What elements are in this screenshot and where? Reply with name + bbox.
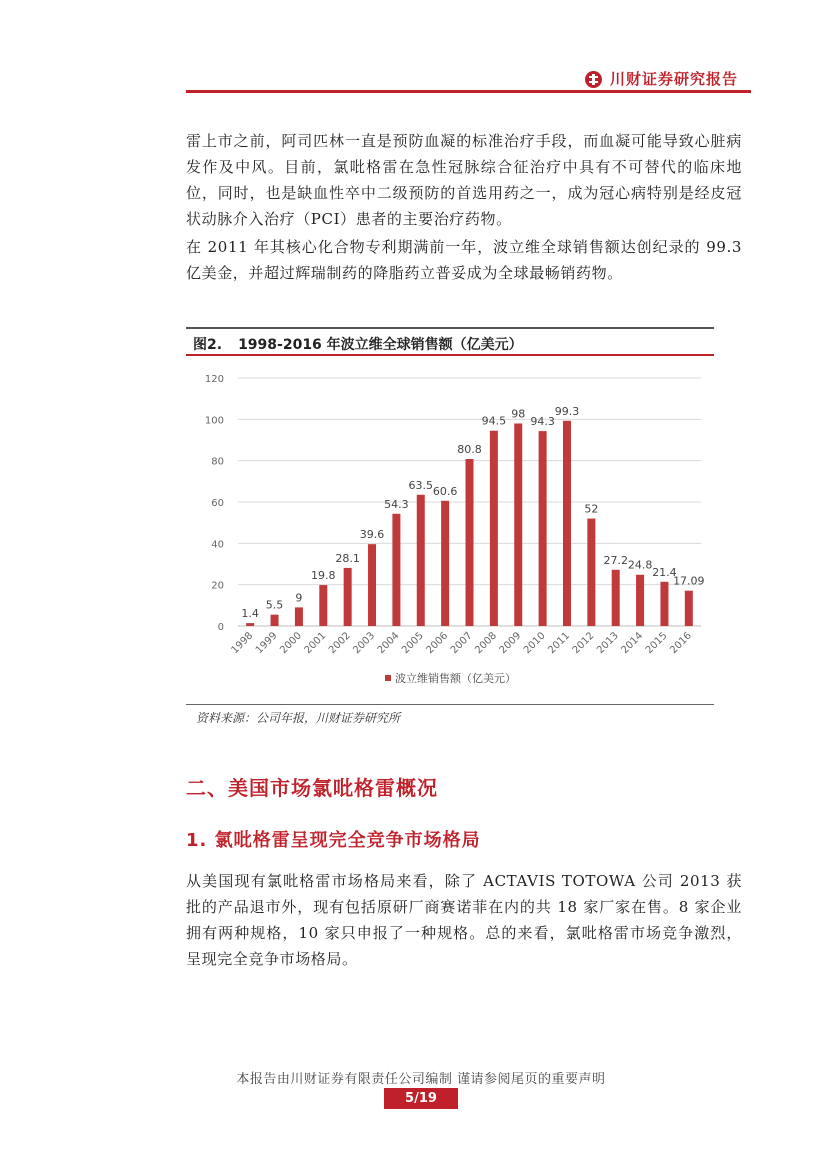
data-label: 54.3	[384, 497, 409, 511]
bar	[368, 544, 376, 626]
data-label: 28.1	[335, 551, 360, 565]
data-label: 52	[584, 502, 599, 516]
x-tick-label: 2004	[375, 630, 402, 657]
section-heading: 二、美国市场氯吡格雷概况	[186, 776, 438, 800]
x-tick-label: 2012	[570, 630, 597, 657]
bar	[660, 582, 668, 626]
y-tick-label: 100	[204, 415, 224, 427]
bar	[295, 607, 303, 626]
legend-swatch	[385, 675, 391, 681]
paragraph-plavix-sales-record: 在 2011 年其核心化合物专利期满前一年，波立维全球销售额达创纪录的 99.3 亿美金，并超过辉瑞制药的降脂药立普妥成为全球最畅销药物。	[186, 238, 742, 282]
data-label: 21.4	[652, 565, 677, 579]
report-header-title: 川财证券研究报告	[610, 70, 739, 88]
subsection-heading: 1. 氯吡格雷呈现完全竞争市场格局	[186, 830, 481, 851]
data-label: 9	[295, 591, 303, 605]
chuancai-logo-icon	[585, 71, 602, 88]
x-tick-label: 2007	[448, 630, 475, 657]
y-tick-label: 20	[211, 580, 224, 592]
x-tick-label: 2000	[278, 630, 305, 657]
figure-bottom-rule	[186, 704, 714, 705]
x-tick-label: 1998	[229, 630, 256, 657]
paragraph-clopidogrel-background: 雷上市之前，阿司匹林一直是预防血凝的标准治疗手段，而血凝可能导致心脏病发作及中风。目前，氯吡格雷在急性冠脉综合征治疗中具有不可替代的临床地位，同时，也是缺血性卒中二级预防的首选用药之一，成为冠心病特别是经皮冠状动脉介入治疗（PCI）患者的主要治疗药物。	[186, 132, 742, 228]
y-tick-label: 80	[211, 456, 224, 468]
y-tick-label: 40	[211, 539, 224, 551]
bar	[417, 495, 425, 626]
x-tick-label: 1999	[253, 630, 280, 657]
data-label: 24.8	[627, 558, 653, 572]
paragraph-us-market-landscape: 从美国现有氯吡格雷市场格局来看，除了 ACTAVIS TOTOWA 公司 2013 获批的产品退市外，现有包括原研厂商赛诺菲在内的共 18 家厂家在售。8 家企业拥有两种规格，10 家只申报了一种规格。总的来看，氯吡格雷市场竞争激烈，呈现完全竞争市场格局。	[186, 872, 742, 968]
data-label: 63.5	[408, 478, 434, 492]
bar	[563, 421, 571, 626]
data-label: 5.5	[265, 598, 284, 612]
bar	[344, 568, 352, 626]
x-tick-label: 2010	[521, 630, 548, 657]
bar	[466, 459, 474, 626]
data-label: 17.09	[673, 574, 705, 588]
x-tick-label: 2001	[302, 630, 329, 657]
bar	[587, 519, 595, 626]
figure-title: 1998-2016 年波立维全球销售额（亿美元）	[238, 337, 523, 353]
data-label: 98	[511, 407, 526, 421]
figure-top-rule	[186, 327, 714, 329]
figure-source-note: 资料来源：公司年报，川财证券研究所	[196, 711, 401, 725]
x-tick-label: 2015	[643, 630, 670, 657]
data-label: 80.8	[457, 443, 482, 457]
bar	[271, 615, 279, 626]
y-tick-label: 120	[204, 374, 224, 385]
data-label: 19.8	[311, 569, 336, 583]
page-number: 5/19	[384, 1088, 458, 1109]
data-label: 94.3	[530, 415, 555, 429]
y-tick-label: 60	[211, 498, 224, 509]
bar	[514, 423, 522, 626]
bar	[441, 501, 449, 626]
bar	[246, 623, 254, 626]
figure-caption	[193, 334, 523, 354]
footer-disclaimer: 本报告由川财证券有限责任公司编制 谨请参阅尾页的重要声明	[236, 1072, 606, 1087]
x-tick-label: 2009	[497, 630, 524, 657]
y-tick-label: 0	[217, 622, 224, 633]
bar	[539, 431, 547, 626]
x-tick-label: 2006	[424, 630, 451, 657]
bar	[636, 575, 644, 626]
bar	[319, 585, 327, 626]
x-tick-label: 2016	[668, 630, 694, 657]
x-tick-label: 2013	[595, 630, 621, 657]
header-divider	[186, 90, 751, 93]
data-label: 1.4	[241, 607, 259, 621]
data-label: 94.5	[481, 414, 507, 428]
figure-number: 图2.	[193, 337, 223, 353]
bar	[612, 570, 620, 626]
data-label: 39.6	[359, 528, 385, 542]
x-tick-label: 2005	[400, 630, 426, 657]
legend-label: 波立维销售额（亿美元）	[395, 672, 516, 685]
bar	[490, 431, 498, 626]
data-label: 99.3	[554, 404, 580, 418]
sales-bar-chart	[186, 360, 714, 700]
bar	[685, 591, 693, 626]
x-tick-label: 2011	[546, 630, 573, 657]
x-tick-label: 2002	[327, 630, 353, 657]
figure-title-rule	[186, 354, 714, 356]
x-tick-label: 2014	[619, 630, 646, 657]
bar	[392, 514, 400, 626]
data-label: 27.2	[603, 553, 628, 567]
x-tick-label: 2008	[473, 630, 499, 657]
data-label: 60.6	[432, 484, 458, 498]
x-tick-label: 2003	[351, 630, 378, 657]
